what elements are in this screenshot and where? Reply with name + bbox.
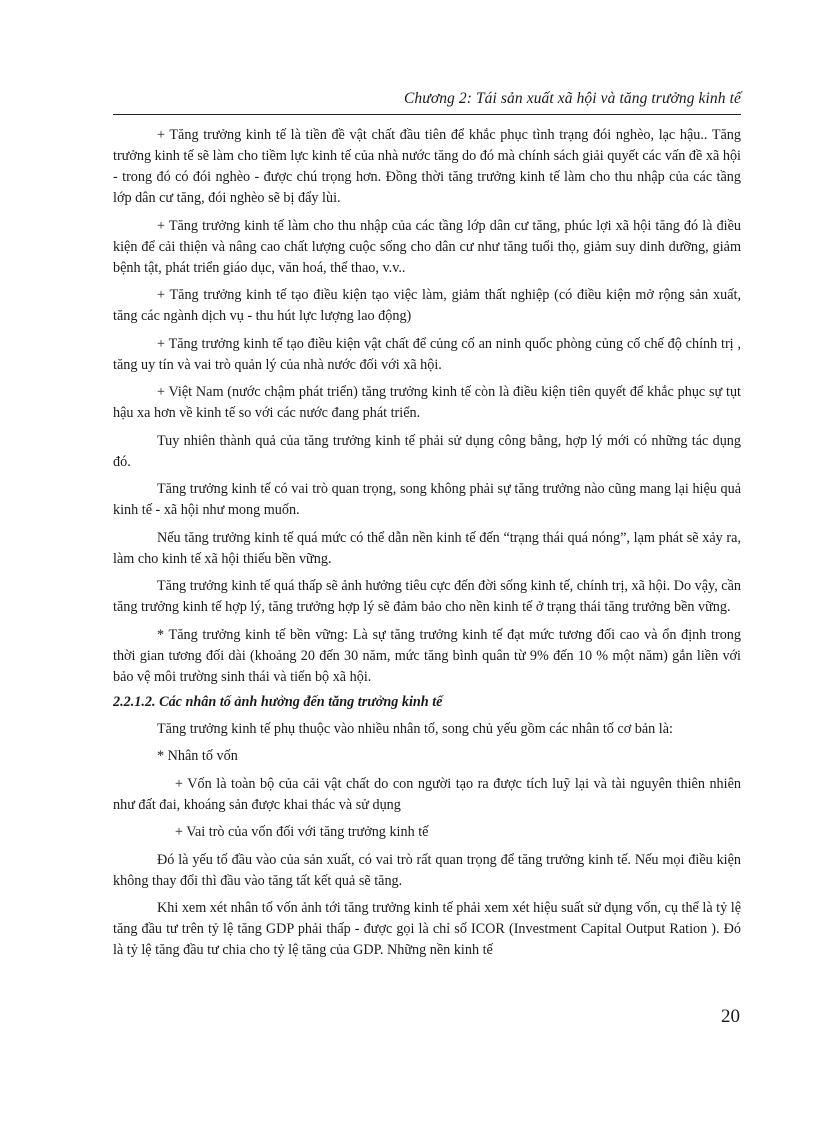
paragraph: + Vai trò của vốn đối với tăng trưởng kinh tế [175, 824, 429, 840]
paragraph: + Tăng trưởng kinh tế làm cho thu nhập của các tầng lớp dân cư tăng, phúc lợi xã hội tăng đó là điều kiện để cải thiện và nâng cao chất lượng cuộc sống cho dân cư như tăng tuổi thọ, giảm suy dinh dưỡng, giảm bệnh tật, phát triển giáo dục, văn hoá, thể thao, v.v.. [113, 217, 741, 276]
paragraph: Tăng trưởng kinh tế phụ thuộc vào nhiều nhân tố, song chủ yếu gồm các nhân tố cơ bản là: [157, 720, 673, 737]
paragraph: + Việt Nam (nước chậm phát triển) tăng trưởng kinh tế còn là điều kiện tiên quyết để khắc phục sự tụt hậu xa hơn về kinh tế so với các nước đang phát triển. [113, 384, 741, 421]
paragraph: Tăng trưởng kinh tế quá thấp sẽ ảnh hưởng tiêu cực đến đời sống kinh tế, chính trị, xã hội. Do vậy, cần tăng trưởng kinh tế hợp lý, tăng trưởng hợp lý sẽ đảm bảo cho nền kinh tế ở trạng thái tăng trưởng bền vững. [113, 578, 741, 615]
paragraph: * Tăng trưởng kinh tế bền vững: Là sự tăng trưởng kinh tế đạt mức tương đối cao và ổn định trong thời gian tương đối dài (khoảng 20 đến 30 năm, mức tăng bình quân từ 9% đến 10 % một năm) gắn liền với bảo vệ môi trường sinh thái và tiến bộ xã hội. [113, 626, 741, 685]
chapter-title: Chương 2: Tái sản xuất xã hội và tăng trưởng kinh tế [403, 90, 741, 107]
paragraph: + Tăng trưởng kinh tế tạo điều kiện vật chất để củng cố an ninh quốc phòng củng cố chế độ chính trị , tăng uy tín và vai trò quản lý của nhà nước đối với xã hội. [113, 335, 741, 373]
paragraph: + Tăng trưởng kinh tế tạo điều kiện tạo việc làm, giảm thất nghiệp (có điều kiện mở rộng sản xuất, tăng các ngành dịch vụ - thu hút lực lượng lao động) [113, 287, 741, 324]
paragraph: Khi xem xét nhân tố vốn ảnh tới tăng trưởng kinh tế phải xem xét hiệu suất sử dụng vốn, cụ thể là tỷ lệ tăng đầu tư trên tỷ lệ tăng GDP phải thấp - được gọi là chỉ số ICOR (Investment Capital Output Ration ). Đó là tỷ lệ tăng đầu tư chia cho tỷ lệ tăng của GDP. Những nền kinh tế [113, 900, 741, 958]
paragraph: + Tăng trưởng kinh tế là tiền đề vật chất đầu tiên để khắc phục tình trạng đói nghèo, lạc hậu.. Tăng trưởng kinh tế sẽ làm cho tiềm lực kinh tế của nhà nước tăng do đó mà chính sách giải quyết các vấn đề xã hội - trong đó có đói nghèo - được chú trọng hơn. Đồng thời tăng trưởng kinh tế làm cho thu nhập của các tầng lớp dân cư tăng, đói nghèo sẽ bị đẩy lùi. [113, 127, 741, 206]
paragraph: * Nhân tố vốn [157, 748, 238, 764]
paragraph: Tuy nhiên thành quả của tăng trưởng kinh tế phải sử dụng công bằng, hợp lý mới có những tác dụng đó. [113, 432, 741, 470]
section-heading: 2.2.1.2. Các nhân tố ảnh hưởng đến tăng trưởng kinh tế [113, 693, 443, 710]
paragraph: + Vốn là toàn bộ của cải vật chất do con người tạo ra được tích luỹ lại và tài nguyên thiên nhiên như đất đai, khoáng sản được khai thác và sử dụng [113, 775, 741, 813]
page-number: 20 [721, 1006, 740, 1027]
paragraph: Tăng trưởng kinh tế có vai trò quan trọng, song không phải sự tăng trưởng nào cũng mang lại hiệu quả kinh tế - xã hội như mong muốn. [113, 481, 741, 518]
page-header [113, 88, 741, 115]
paragraph: Nếu tăng trưởng kinh tế quá mức có thể dẫn nền kinh tế đến “trạng thái quá nóng”, lạm phát sẽ xảy ra, làm cho kinh tế xã hội thiếu bền vững. [113, 529, 741, 567]
page-content [113, 125, 741, 968]
paragraph: Đó là yếu tố đầu vào của sản xuất, có vai trò rất quan trọng để tăng trưởng kinh tế. Nếu mọi điều kiện không thay đổi thì đầu vào tăng tất kết quả sẽ tăng. [113, 851, 741, 889]
